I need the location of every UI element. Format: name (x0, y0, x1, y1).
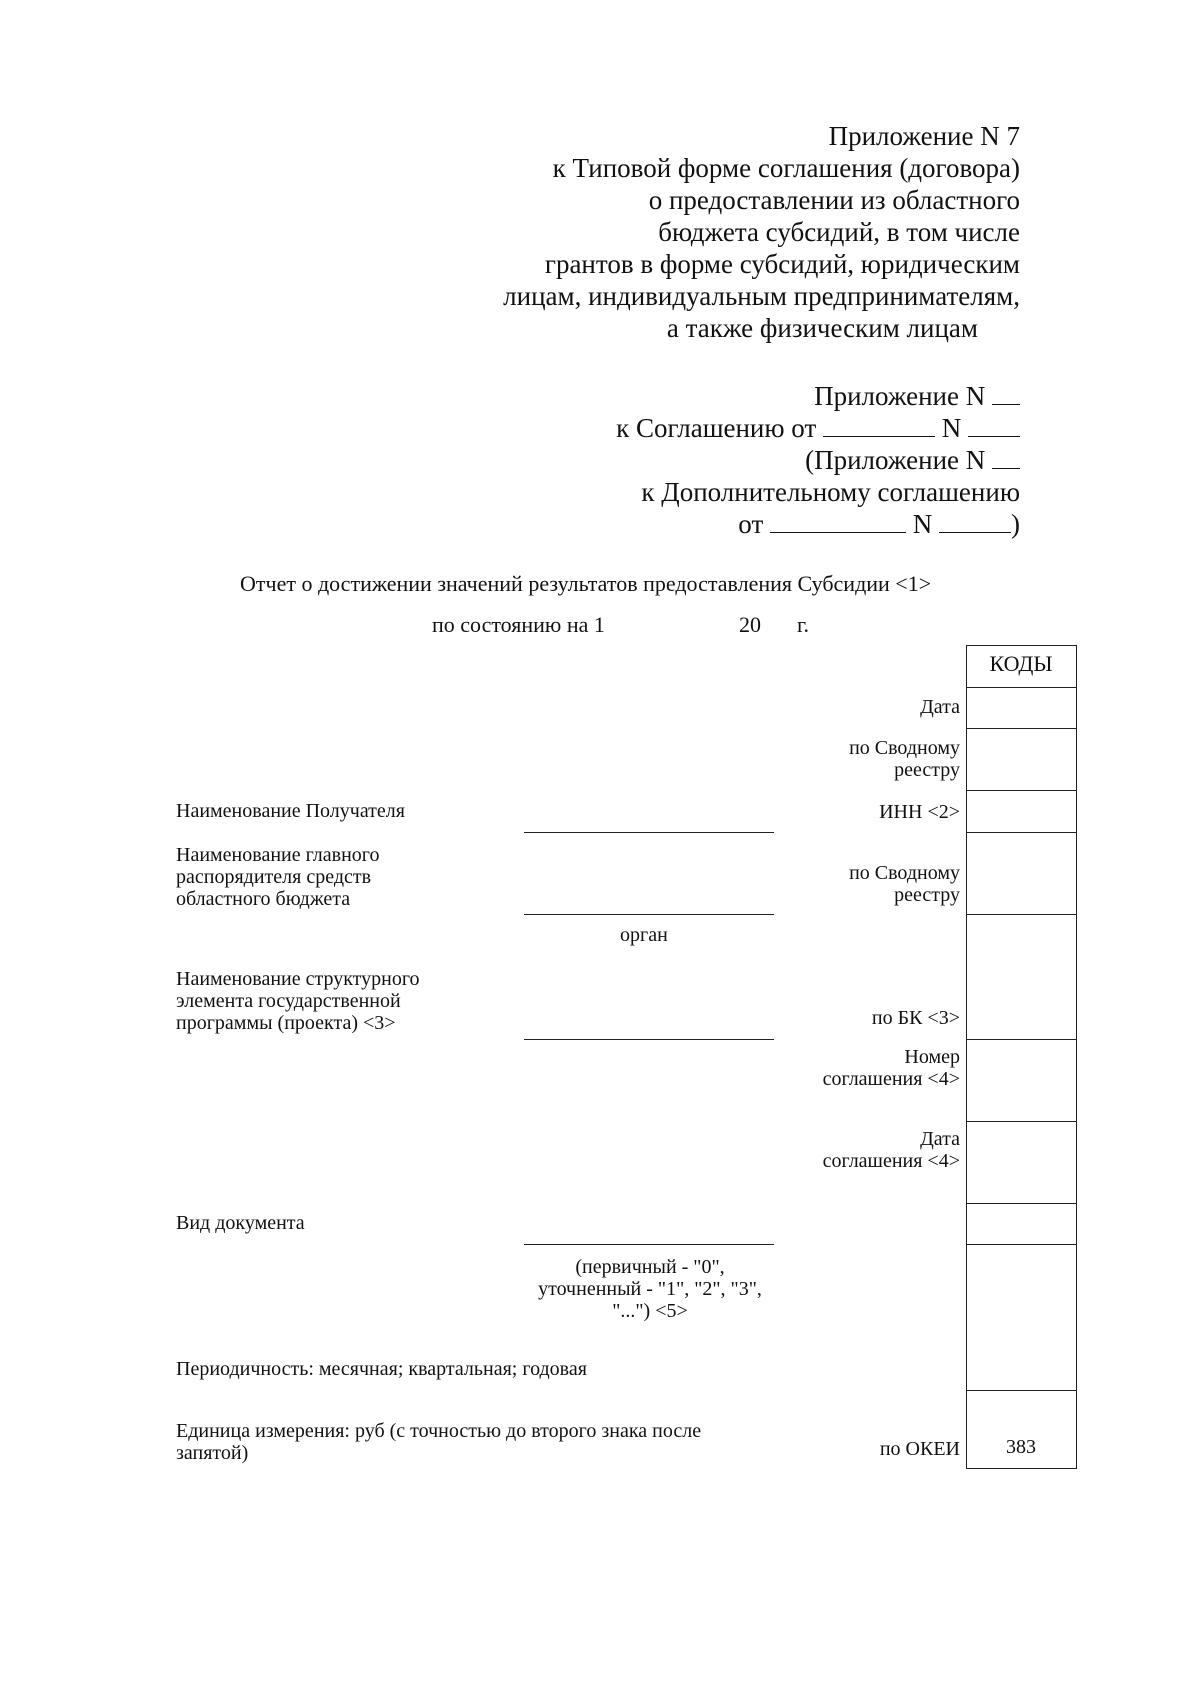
supplementary-appendix-label: (Приложение N (805, 445, 986, 475)
okei-code-value: 383 (1006, 1436, 1036, 1458)
appendix-number-label: Приложение N (814, 381, 986, 411)
codes-label-inn: ИНН <2> (879, 801, 960, 823)
periodicity-label: Периодичность: месячная; квартальная; годовая (176, 1358, 587, 1380)
header-line-4: бюджета субсидий, в том числе (658, 217, 1020, 247)
codes-label-agreement-date: Дата соглашения <4> (822, 1128, 960, 1172)
supplementary-appendix-line (805, 444, 1020, 476)
main-manager-label: Наименование главного распорядителя средств областного бюджета (176, 844, 380, 910)
recipient-name-line (524, 832, 774, 833)
supplementary-date-line (738, 508, 1020, 540)
supplementary-n-blank (939, 510, 1011, 533)
codes-row-line (966, 790, 1077, 791)
codes-row-line (966, 1390, 1077, 1391)
supplementary-appendix-blank (992, 446, 1020, 469)
codes-row-line (966, 832, 1077, 833)
codes-label-consolidated-registry: по Сводному реестру (849, 737, 960, 781)
codes-row-line (966, 914, 1077, 915)
report-date-prefix: по состоянию на 1 (432, 612, 605, 637)
supplementary-agreement-line (641, 476, 1020, 508)
doc-type-line (524, 1244, 774, 1245)
header-line-2: к Типовой форме соглашения (договора) (552, 153, 1020, 183)
report-date-suffix: г. (797, 612, 810, 637)
codes-row-line (966, 728, 1077, 729)
header-line-7: а также физическим лицам (666, 313, 978, 343)
structural-element-line (524, 1039, 774, 1040)
structural-element-label: Наименование структурного элемента государственной программы (проекта) <3> (176, 968, 420, 1034)
header-line-5: грантов в форме субсидий, юридическим (544, 249, 1020, 279)
supplementary-date-blank (770, 510, 906, 533)
supplementary-close-paren: ) (1011, 509, 1020, 539)
codes-right-border (1076, 645, 1077, 1468)
header-line-1: Приложение N 7 (828, 121, 1020, 151)
codes-label-agreement-number: Номер соглашения <4> (822, 1046, 960, 1090)
header-line-3: о предоставлении из областного (648, 185, 1020, 215)
codes-label-bk: по БК <3> (871, 1007, 960, 1029)
codes-row-line (966, 1244, 1077, 1245)
report-title: Отчет о достижении значений результатов предоставления Субсидии <1> (240, 571, 932, 596)
unit-label: Единица измерения: руб (с точностью до второго знака после запятой) (176, 1420, 702, 1464)
appendix-number-line (814, 380, 1020, 412)
supplementary-n-label: N (912, 509, 933, 539)
codes-left-border (966, 645, 967, 1468)
codes-row-line (966, 1468, 1077, 1469)
recipient-name-label: Наименование Получателя (176, 800, 405, 822)
doc-type-label: Вид документа (176, 1212, 305, 1234)
supplementary-date-label: от (738, 509, 764, 539)
codes-row-line (966, 1121, 1077, 1122)
codes-label-okei: по ОКЕИ (879, 1438, 960, 1460)
codes-row-line (966, 687, 1077, 688)
report-date-year: 20 (739, 612, 761, 637)
agreement-date-label: к Соглашению от (616, 413, 817, 443)
agreement-date-blank (823, 414, 935, 437)
codes-row-line (966, 645, 1077, 646)
agreement-n-label: N (941, 413, 962, 443)
organ-caption: орган (620, 924, 668, 946)
supplementary-agreement-label: к Дополнительному соглашению (641, 477, 1020, 507)
codes-label-consolidated-registry-2: по Сводному реестру (849, 862, 960, 906)
appendix-number-blank (992, 382, 1020, 405)
agreement-date-line (616, 412, 1020, 444)
main-manager-line (524, 914, 774, 915)
header-line-6: лицам, индивидуальным предпринимателям, (503, 281, 1020, 311)
codes-row-line (966, 1203, 1077, 1204)
codes-row-line (966, 1039, 1077, 1040)
doc-type-hint: (первичный - "0", уточненный - "1", "2", "3", "...") <5> (538, 1256, 762, 1322)
codes-header: КОДЫ (989, 651, 1053, 676)
agreement-n-blank (968, 414, 1020, 437)
codes-label-date: Дата (920, 696, 960, 718)
